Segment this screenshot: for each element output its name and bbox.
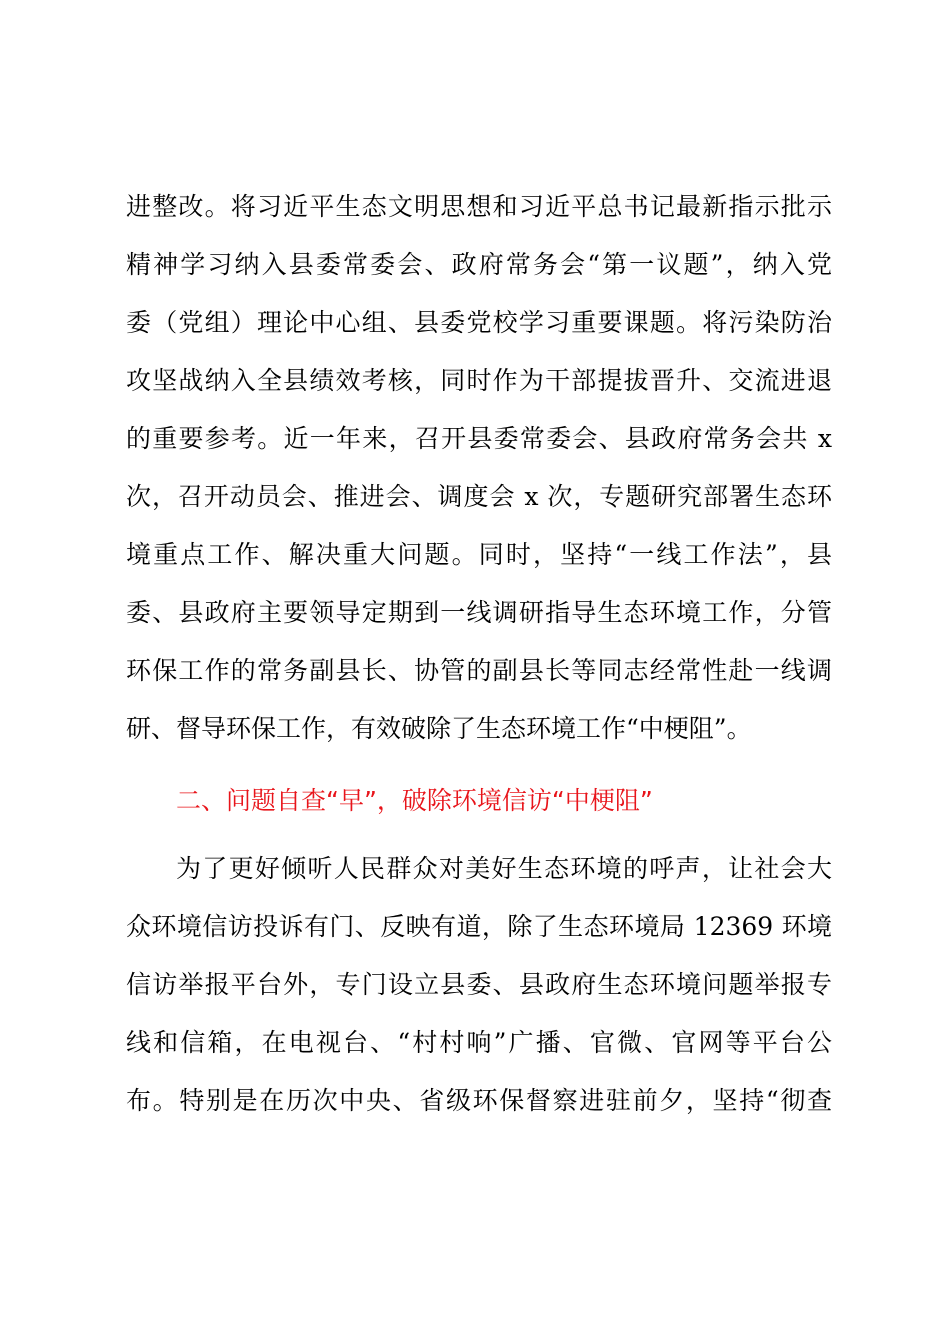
section-heading: 二、问题自查“早”，破除环境信访“中梗阻” bbox=[176, 786, 653, 815]
paragraph-line: 为了更好倾听人民群众对美好生态环境的呼声，让社会大 bbox=[176, 854, 832, 883]
paragraph-line: 精神学习纳入县委常委会、政府常务会“第一议题”，纳入党 bbox=[126, 250, 832, 279]
paragraph-line: 信访举报平台外，专门设立县委、县政府生态环境问题举报专 bbox=[126, 970, 832, 999]
paragraph-line: 线和信箱，在电视台、“村村响”广播、官微、官网等平台公 bbox=[126, 1028, 832, 1057]
paragraph-line: 委（党组）理论中心组、县委党校学习重要课题。将污染防治 bbox=[126, 308, 832, 337]
paragraph-line: 环保工作的常务副县长、协管的副县长等同志经常性赴一线调 bbox=[126, 656, 832, 685]
paragraph-line: 攻坚战纳入全县绩效考核，同时作为干部提拔晋升、交流进退 bbox=[126, 366, 832, 395]
paragraph-line: 研、督导环保工作，有效破除了生态环境工作“中梗阻”。 bbox=[126, 714, 752, 743]
paragraph-line: 委、县政府主要领导定期到一线调研指导生态环境工作，分管 bbox=[126, 598, 832, 627]
paragraph-line: 进整改。将习近平生态文明思想和习近平总书记最新指示批示 bbox=[126, 192, 832, 221]
paragraph-line: 布。特别是在历次中央、省级环保督察进驻前夕，坚持“彻查 bbox=[126, 1086, 832, 1115]
paragraph-1 bbox=[126, 178, 832, 758]
paragraph-line: 的重要参考。近一年来，召开县委常委会、县政府常务会共 x bbox=[126, 424, 832, 453]
paragraph-line: 境重点工作、解决重大问题。同时，坚持“一线工作法”，县 bbox=[126, 540, 832, 569]
paragraph-2 bbox=[126, 840, 832, 1130]
paragraph-line: 次，召开动员会、推进会、调度会 x 次，专题研究部署生态环 bbox=[126, 482, 832, 511]
paragraph-line: 众环境信访投诉有门、反映有道，除了生态环境局 12369 环境 bbox=[126, 912, 832, 941]
